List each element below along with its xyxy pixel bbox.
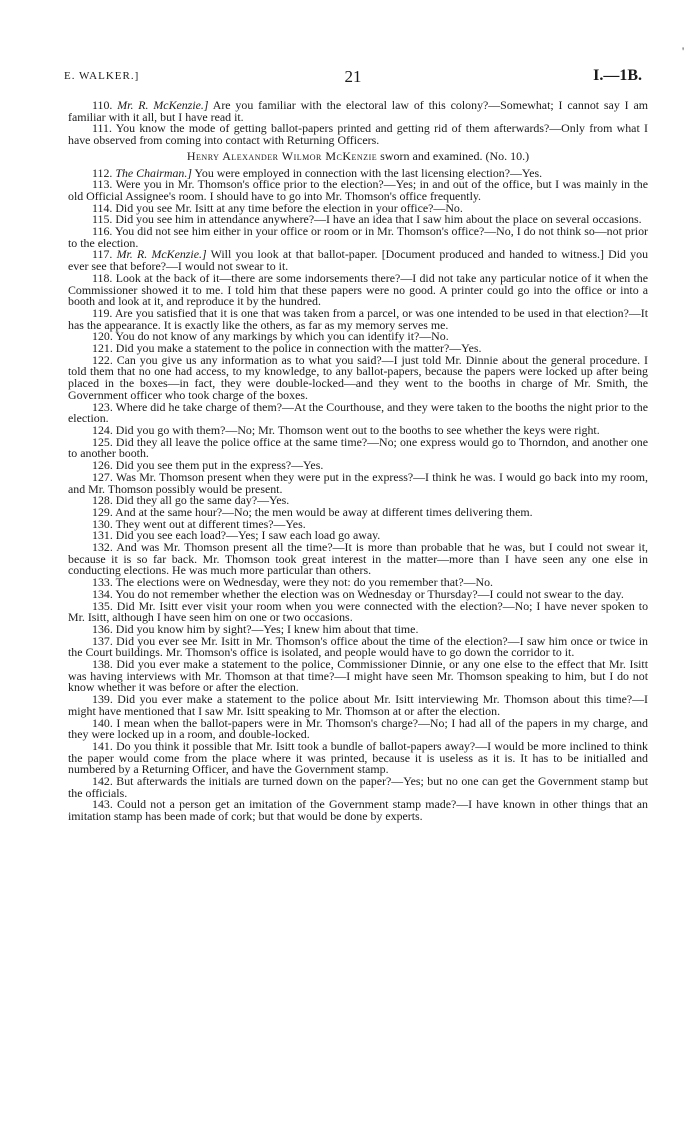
question-number: 114. [92,200,116,215]
testimony-paragraph [68,399,648,426]
question-answer-text: Did Mr. Isitt ever visit your room when you were connected with the election?—No; I have never spoken to Mr. Isitt, although I have seen him on one or two occasions. [68,598,649,625]
question-number: 142. [92,774,117,789]
testimony-paragraph [68,715,648,742]
question-number: 129. [92,504,116,519]
speaker-name: Mr. R. McKenzie.] [116,247,207,262]
question-answer-text: Are you satisfied that it is one that was taken from a parcel, or was one intended to be used in that election?—It has the appearance. It is exactly like the others, as far as my memory serves me. [68,305,649,332]
witness-name: Henry Alexander Wilmor McKenzie [186,148,378,163]
question-answer-text: Can you give us any information as to what you said?—I just told Mr. Dinnie about the general procedure. I told them that no one had access, to my knowledge, to any ballot-papers, because the papers were locked up after being placed in the boxes—in fact, they were double-locked—and they went to the booths in charge of Mr. Smith, the Government officer who took charge of the boxes. [68,352,648,402]
question-answer-text: Was Mr. Thomson present when they were put in the express?—I think he was. I would go back into my room, and Mr. Thomson possibly would be present. [68,469,648,496]
question-answer-text: You did not see him either in your office or room or in Mr. Thomson's office?—No, I do not think so—not prior to the election. [68,224,648,250]
testimony-paragraph [68,776,648,799]
question-number: 123. [92,399,116,414]
question-number: 121. [92,341,116,356]
testimony-paragraph [68,305,649,332]
question-answer-text: Did you see them put in the express?—Yes. [115,458,324,473]
question-number: 130. [92,516,116,531]
question-number: 128. [92,493,116,508]
question-number: 125. [92,434,116,449]
question-answer-text: Do you think it possible that Mr. Isitt took a bundle of ballot-papers away?—I would be more inclined to think the paper would come from the place where it was printed, because it is useless as it is. It has to be initialled and numbered by a Returning Officer, and have the Government stamp. [68,738,648,777]
question-number: 120. [92,329,116,344]
question-number: 139. [92,692,118,707]
question-number: 122. [92,352,117,367]
question-number: 117. [92,247,117,262]
question-answer-text: They went out at different times?—Yes. [115,516,306,531]
question-answer-text: You do not know of any markings by which you can identify it?—No. [115,329,449,344]
testimony-paragraph [68,270,649,309]
question-answer-text: Where did he take charge of them?—At the Courthouse, and they were taken to the booths the night prior to the election. [68,399,648,426]
question-number: 124. [92,422,116,437]
question-answer-text: Are you familiar with the electoral law of this colony?—Somewhat; I cannot say I am familiar with it all, but I have read it. [68,98,648,124]
question-answer-text: Did you ever see Mr. Isitt in Mr. Thomson's office about the time of the election?—I saw him once or twice in the Court buildings. Mr. Thomson's office is isolated, and people would have to go down the corridor to it. [68,633,649,660]
question-number: 133. [92,575,116,590]
question-number: 135. [92,598,117,613]
testimony-paragraph [68,249,648,272]
question-number: 118. [92,270,116,285]
question-answer-text: Did you see Mr. Isitt at any time before the election in your office?—No. [115,200,463,215]
page-number: 21 [344,67,362,86]
question-number: 112. [92,165,116,180]
question-number: 115. [92,212,116,227]
question-answer-text: And at the same hour?—No; the men would be away at different times delivering them. [115,504,533,519]
question-answer-text: Did they all go the same day?—Yes. [115,493,290,508]
question-number: 134. [92,586,116,601]
question-number: 113. [92,177,116,192]
question-answer-text: You were employed in connection with the last licensing election?—Yes. [191,165,543,180]
question-answer-text: The elections were on Wednesday, were they not: do you remember that?—No. [115,575,494,590]
question-answer-text: Did you go with them?—No; Mr. Thomson went out to the booths to see whether the keys were right. [115,422,600,437]
question-answer-text: Did you make a statement to the police in connection with the matter?—Yes. [115,341,482,356]
question-number: 126. [92,458,116,473]
speaker-name: Mr. R. McKenzie.] [117,98,209,112]
question-answer-text: Did you see each load?—Yes; I saw each load go away. [115,528,381,543]
testimony-paragraph [68,738,648,777]
testimony-paragraph [68,598,649,625]
question-answer-text: Did you ever make a statement to the police, Commissioner Dinnie, or any one else to the effect that Mr. Isitt was having interviews with Mr. Thomson at that time?—I might have seen Mr. Thomson speaking to him, but I do not know whether it was before or after the election. [68,657,649,695]
question-number: 137. [92,633,117,648]
question-number: 140. [92,715,117,730]
witness-heading [68,148,648,163]
speaker-name: The Chairman.] [115,165,192,180]
testimony-paragraph [68,434,649,461]
header-author: E. WALKER.] [64,70,140,82]
question-answer-text: Did you see him in attendance anywhere?—I have an idea that I saw him about the place on several occasions. [115,212,642,227]
question-number: 127. [92,469,116,484]
question-number: 131. [92,528,116,543]
testimony-paragraph [68,799,648,822]
question-number: 143. [92,797,117,812]
testimony-paragraph [68,100,648,123]
testimony-paragraph [68,694,648,717]
question-answer-text: But afterwards the initials are turned down on the paper?—Yes; but no one can get the Government stamp but the officials. [68,774,648,800]
witness-heading-text: sworn and examined. (No. 10.) [377,148,530,163]
testimony-paragraph [68,179,648,202]
page-header [64,68,642,90]
question-answer-text: Will you look at that ballot-paper. [Document produced and handed to witness.] Did you ever see that before?—I would not swear to it. [68,247,649,274]
question-number: 119. [92,305,115,320]
testimony-paragraph [68,659,648,694]
testimony-body [68,100,648,823]
testimony-paragraph [68,352,648,402]
question-number: 138. [92,657,117,672]
corner-mark: ' [682,44,685,58]
question-answer-text: You know the mode of getting ballot-papers printed and getting rid of them afterwards?—Only from what I have observed from coming into contact with Returning Officers. [68,121,648,148]
testimony-paragraph [68,469,648,496]
document-reference: I.—1B. [593,67,642,84]
question-number: 111. [92,121,116,136]
question-answer-text: Did they all leave the police office at the same time?—No; one express would go to Thorndon, and another one to another booth. [68,434,649,461]
question-answer-text: And was Mr. Thomson present all the time?—It is more than probable that he was, but I could not swear it, because it is so far back. Mr. Thomson took great interest in the matter—more than I have seen any one else in conducting elections. He was much more particular than others. [68,540,648,578]
question-answer-text: Did you ever make a statement to the police about Mr. Isitt interviewing Mr. Thomson about this time?—I might have mentioned that I saw Mr. Isitt speaking to Mr. Thomson at or after the election. [68,692,648,718]
question-number: 141. [92,738,117,753]
testimony-paragraph [68,226,648,249]
question-answer-text: Did you know him by sight?—Yes; I knew him about that time. [115,621,419,636]
testimony-paragraph [68,633,649,660]
question-answer-text: I mean when the ballot-papers were in Mr. Thomson's charge?—No; I had all of the papers in my charge, and they were locked up in a room, and double-locked. [68,715,648,742]
question-number: 110. [92,98,118,112]
question-number: 136. [92,621,116,636]
question-answer-text: Could not a person get an imitation of the Government stamp made?—I have known in other things that an imitation stamp has been made of cork; but that would be done by experts. [68,797,649,824]
question-answer-text: Look at the back of it—there are some indorsements there?—I did not take any particular notice of it when the Commissioner showed it to me. I told him that these papers were no good. A printer could go into the office or into a booth and look at it, and reproduce it by the hundred. [68,270,649,309]
question-number: 132. [92,540,117,555]
question-answer-text: You do not remember whether the election was on Wednesday or Thursday?—I could not swear to the day. [115,586,624,601]
question-answer-text: Were you in Mr. Thomson's office prior to the election?—Yes; in and out of the office, but I was mainly in the old Official Assignee's room. I should have to go into Mr. Thomson's office frequently. [68,177,648,203]
testimony-paragraph [68,542,648,577]
question-number: 116. [92,224,115,239]
testimony-paragraph [68,123,648,146]
